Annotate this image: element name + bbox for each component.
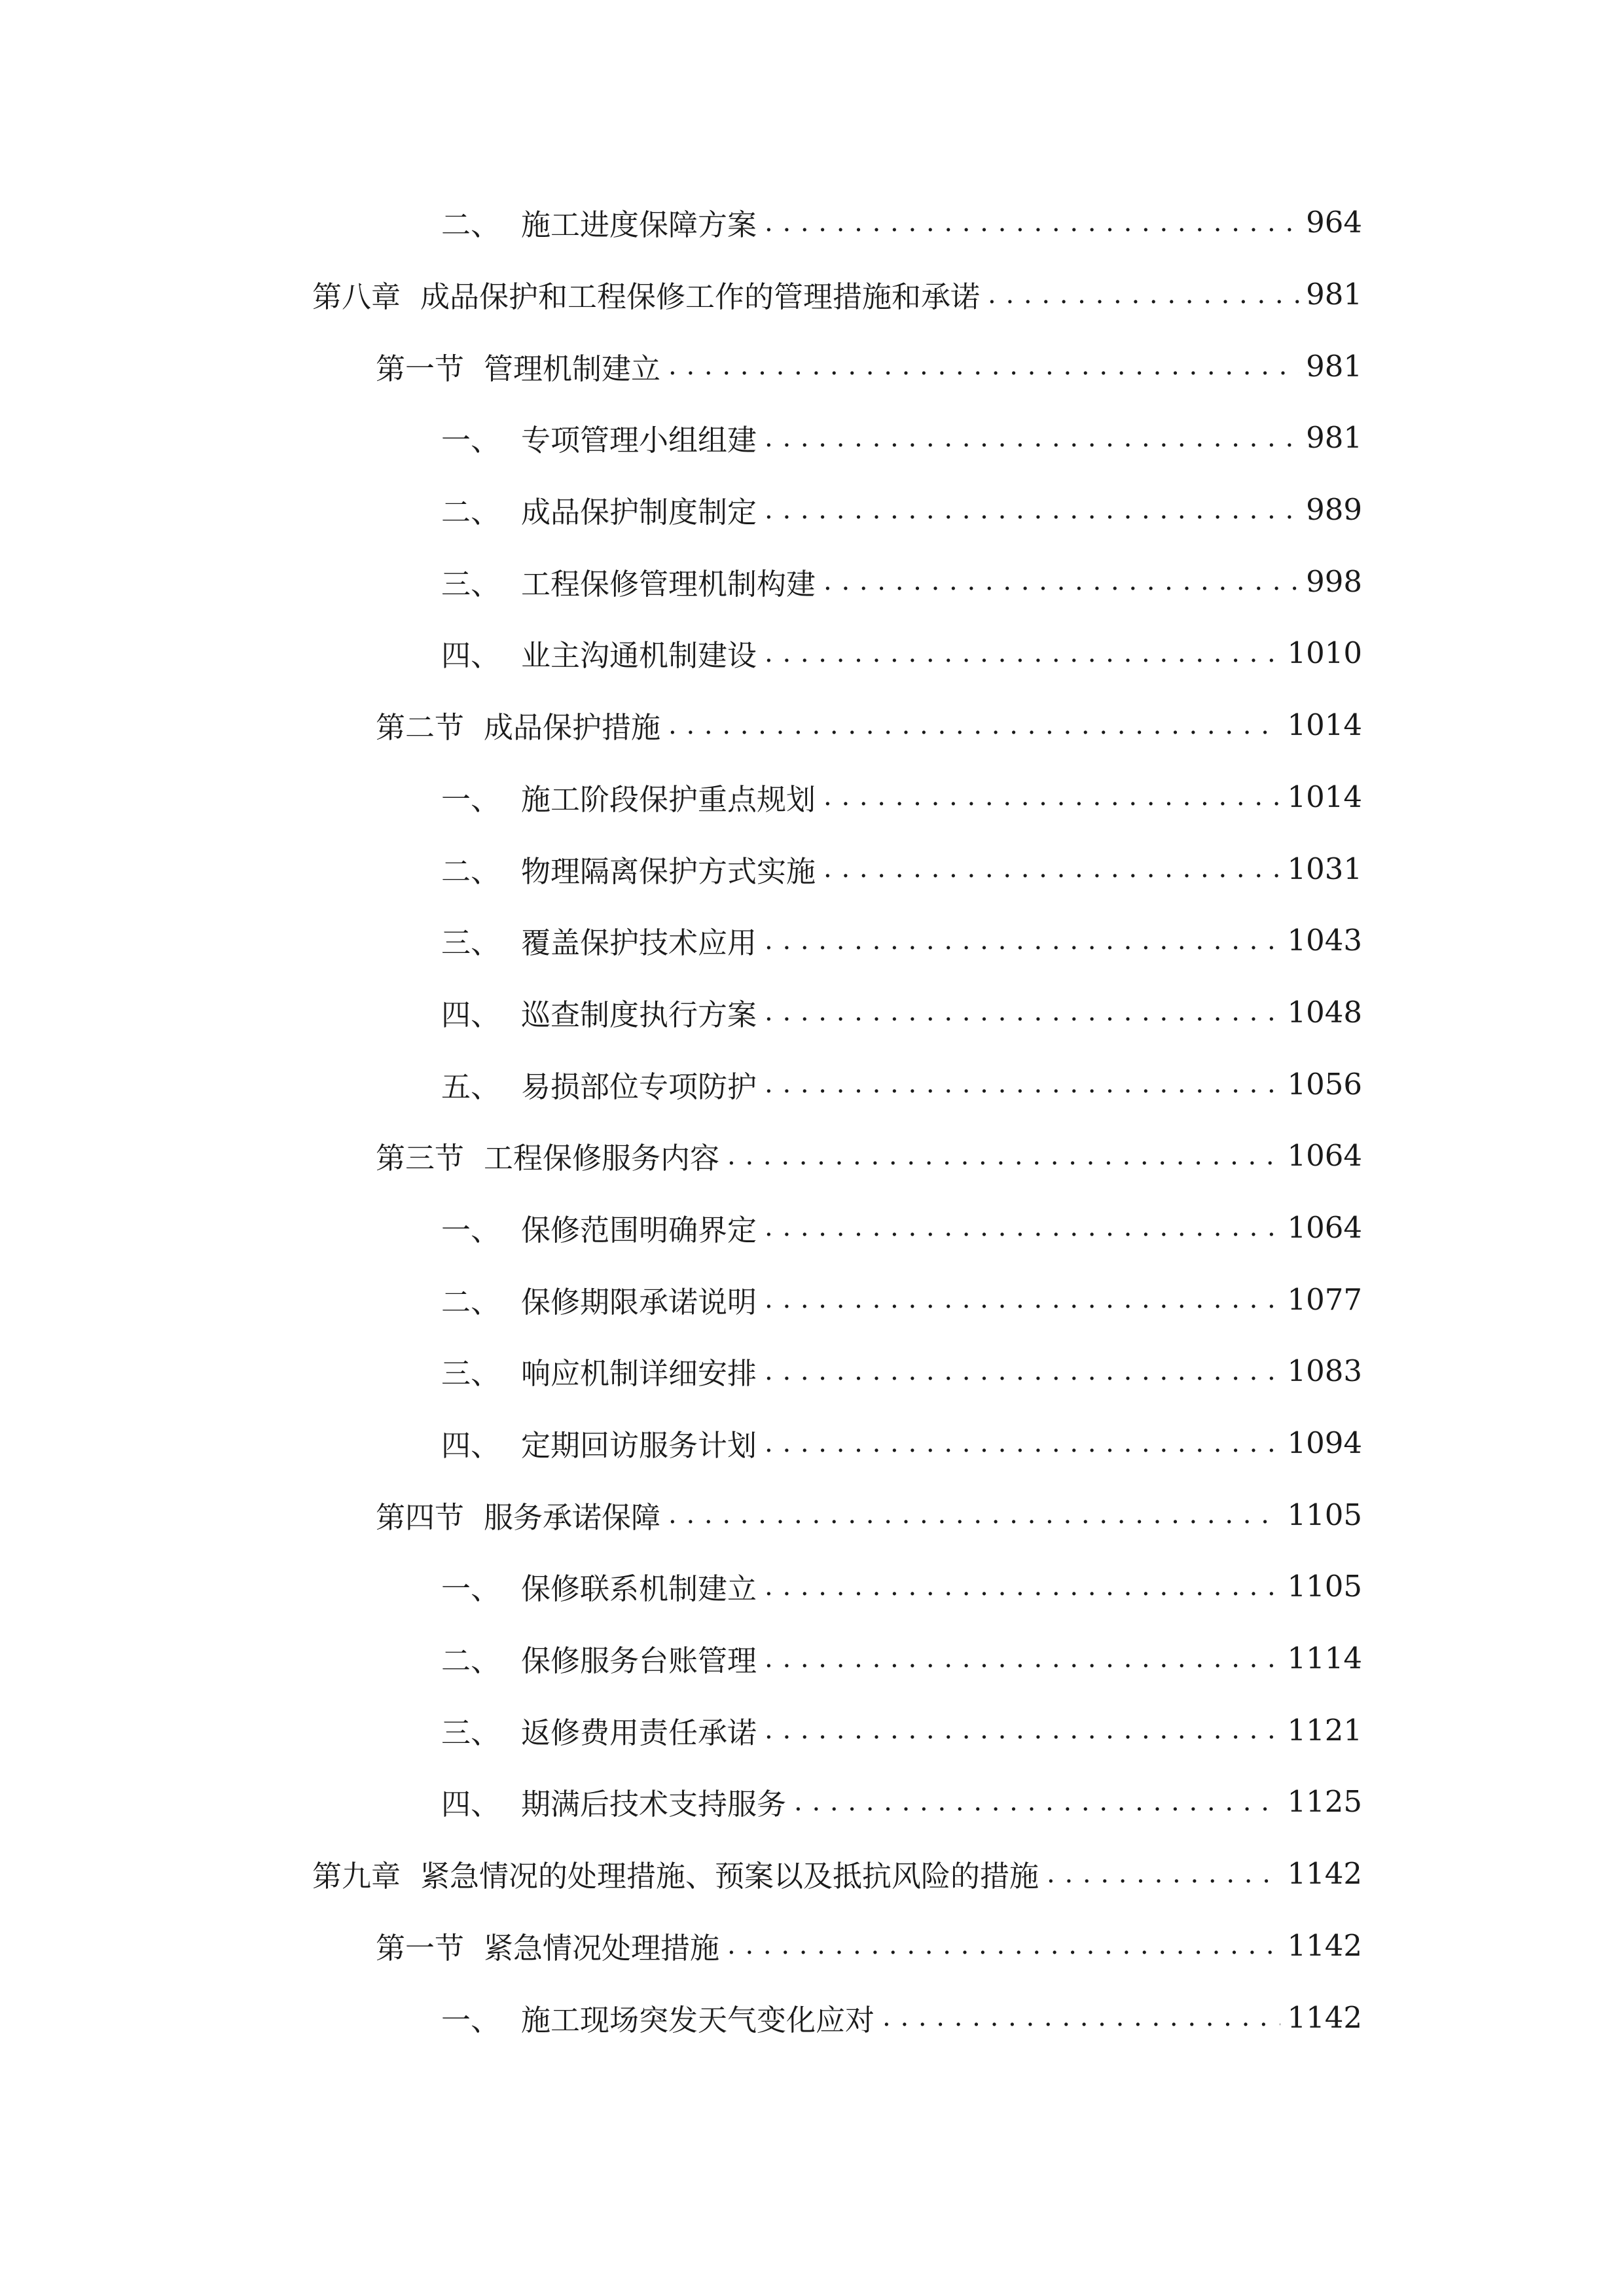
toc-entry-page: 998 bbox=[1306, 564, 1362, 599]
toc-entry[interactable] bbox=[0, 1335, 1624, 1407]
toc-entry-number: 五、 bbox=[441, 1069, 501, 1104]
toc-entry-page: 1010 bbox=[1287, 636, 1362, 671]
toc-entry-number: 一、 bbox=[441, 781, 501, 817]
dot-leader bbox=[727, 1930, 1280, 1960]
dot-leader bbox=[1047, 1859, 1280, 1889]
toc-entry[interactable] bbox=[0, 833, 1624, 905]
dot-leader bbox=[765, 1428, 1280, 1458]
toc-entry-page: 981 bbox=[1306, 348, 1362, 384]
toc-entry[interactable] bbox=[0, 1479, 1624, 1551]
dot-leader bbox=[765, 1356, 1280, 1386]
toc-entry-page: 1142 bbox=[1287, 1928, 1362, 1963]
toc-entry-page: 1083 bbox=[1287, 1354, 1362, 1389]
toc-entry-number: 第八章 bbox=[312, 279, 401, 315]
dot-leader bbox=[823, 566, 1299, 596]
toc-entry[interactable] bbox=[0, 1048, 1624, 1120]
toc-entry-number: 第三节 bbox=[376, 1141, 465, 1176]
toc-entry-page: 1056 bbox=[1287, 1066, 1362, 1102]
toc-entry-page: 1105 bbox=[1287, 1497, 1362, 1532]
toc-entry-number: 二、 bbox=[441, 1643, 501, 1679]
toc-entry[interactable] bbox=[0, 187, 1624, 259]
toc-entry-page: 1014 bbox=[1287, 708, 1362, 743]
dot-leader bbox=[765, 1643, 1280, 1674]
dot-leader bbox=[823, 853, 1280, 884]
toc-entry-number: 四、 bbox=[441, 1428, 501, 1463]
toc-entry[interactable] bbox=[0, 1192, 1624, 1264]
toc-entry[interactable] bbox=[0, 330, 1624, 402]
dot-leader bbox=[765, 997, 1280, 1027]
toc-entry-title: 巡查制度执行方案 bbox=[521, 997, 757, 1032]
toc-entry-number: 第二节 bbox=[376, 710, 465, 745]
toc-entry[interactable] bbox=[0, 474, 1624, 546]
toc-entry-page: 1043 bbox=[1287, 923, 1362, 958]
toc-entry-title: 保修服务台账管理 bbox=[521, 1643, 757, 1679]
toc-entry-number: 三、 bbox=[441, 1715, 501, 1750]
toc-entry-number: 四、 bbox=[441, 997, 501, 1032]
dot-leader bbox=[765, 1284, 1280, 1314]
toc-entry-page: 1142 bbox=[1287, 1856, 1362, 1892]
toc-entry[interactable] bbox=[0, 1766, 1624, 1838]
toc-entry[interactable] bbox=[0, 259, 1624, 331]
toc-entry-title: 保修期限承诺说明 bbox=[521, 1284, 757, 1319]
toc-entry-number: 四、 bbox=[441, 1787, 501, 1822]
toc-entry-number: 三、 bbox=[441, 925, 501, 961]
toc-entry[interactable] bbox=[0, 402, 1624, 474]
toc-entry-title: 工程保修服务内容 bbox=[484, 1141, 720, 1176]
toc-entry-number: 第四节 bbox=[376, 1499, 465, 1535]
dot-leader bbox=[668, 710, 1280, 740]
toc-entry-title: 保修范围明确界定 bbox=[521, 1212, 757, 1247]
toc-entry-title: 成品保护和工程保修工作的管理措施和承诺 bbox=[420, 279, 981, 315]
dot-leader bbox=[727, 1141, 1280, 1171]
toc-entry-number: 一、 bbox=[441, 2002, 501, 2037]
toc-entry-page: 1142 bbox=[1287, 2000, 1362, 2035]
toc-entry-number: 一、 bbox=[441, 423, 501, 458]
toc-entry-title: 管理机制建立 bbox=[484, 351, 661, 386]
toc-entry-number: 一、 bbox=[441, 1212, 501, 1247]
toc-entry-page: 1064 bbox=[1287, 1210, 1362, 1245]
toc-entry-title: 施工阶段保护重点规划 bbox=[521, 781, 816, 817]
toc-entry-title: 易损部位专项防护 bbox=[521, 1069, 757, 1104]
dot-leader bbox=[765, 1715, 1280, 1745]
toc-entry[interactable] bbox=[0, 1120, 1624, 1192]
toc-entry[interactable] bbox=[0, 689, 1624, 761]
dot-leader bbox=[988, 279, 1299, 310]
toc-entry-page: 1105 bbox=[1287, 1569, 1362, 1604]
dot-leader bbox=[765, 207, 1299, 238]
toc-entry[interactable] bbox=[0, 905, 1624, 977]
toc-entry-title: 施工进度保障方案 bbox=[521, 207, 757, 243]
toc-entry[interactable] bbox=[0, 977, 1624, 1049]
dot-leader bbox=[765, 1069, 1280, 1099]
toc-entry-number: 第一节 bbox=[376, 1930, 465, 1965]
toc-entry-title: 定期回访服务计划 bbox=[521, 1428, 757, 1463]
toc-entry-page: 981 bbox=[1306, 420, 1362, 456]
toc-entry-number: 二、 bbox=[441, 495, 501, 530]
toc-entry[interactable] bbox=[0, 1694, 1624, 1766]
toc-entry-page: 1064 bbox=[1287, 1138, 1362, 1174]
toc-entry-title: 工程保修管理机制构建 bbox=[521, 566, 816, 601]
toc-entry-number: 四、 bbox=[441, 638, 501, 673]
toc-entry[interactable] bbox=[0, 761, 1624, 833]
toc-entry-page: 1114 bbox=[1287, 1641, 1362, 1676]
toc-entry-page: 964 bbox=[1306, 205, 1362, 240]
toc-entry[interactable] bbox=[0, 545, 1624, 617]
toc-entry-page: 1014 bbox=[1287, 779, 1362, 814]
toc-entry-page: 981 bbox=[1306, 277, 1362, 312]
toc-entry-number: 二、 bbox=[441, 1284, 501, 1319]
toc-entry[interactable] bbox=[0, 1551, 1624, 1623]
toc-entry-number: 第一节 bbox=[376, 351, 465, 386]
toc-entry[interactable] bbox=[0, 1838, 1624, 1910]
toc-entry-number: 二、 bbox=[441, 853, 501, 889]
toc-entry-title: 期满后技术支持服务 bbox=[521, 1787, 787, 1822]
toc-entry-number: 三、 bbox=[441, 566, 501, 601]
dot-leader bbox=[668, 351, 1299, 381]
toc-entry[interactable] bbox=[0, 1263, 1624, 1335]
toc-entry-number: 一、 bbox=[441, 1571, 501, 1607]
dot-leader bbox=[765, 423, 1299, 453]
toc-entry-page: 1077 bbox=[1287, 1282, 1362, 1317]
toc-entry[interactable] bbox=[0, 1407, 1624, 1479]
dot-leader bbox=[882, 2002, 1280, 2032]
toc-entry-title: 专项管理小组组建 bbox=[521, 423, 757, 458]
dot-leader bbox=[765, 1212, 1280, 1242]
toc-entry-title: 返修费用责任承诺 bbox=[521, 1715, 757, 1750]
toc-entry[interactable] bbox=[0, 617, 1624, 689]
toc-entry[interactable] bbox=[0, 1910, 1624, 1982]
toc-entry-page: 1121 bbox=[1287, 1712, 1362, 1748]
toc-entry-title: 紧急情况的处理措施、预案以及抵抗风险的措施 bbox=[420, 1859, 1039, 1894]
dot-leader bbox=[765, 1571, 1280, 1602]
table-of-contents bbox=[0, 187, 1624, 2053]
toc-entry-title: 服务承诺保障 bbox=[484, 1499, 661, 1535]
toc-entry-page: 989 bbox=[1306, 492, 1362, 528]
dot-leader bbox=[794, 1787, 1280, 1817]
toc-entry-title: 紧急情况处理措施 bbox=[484, 1930, 720, 1965]
toc-entry-number: 二、 bbox=[441, 207, 501, 243]
toc-entry-title: 保修联系机制建立 bbox=[521, 1571, 757, 1607]
dot-leader bbox=[765, 495, 1299, 525]
toc-entry-title: 覆盖保护技术应用 bbox=[521, 925, 757, 961]
toc-entry-page: 1048 bbox=[1287, 994, 1362, 1030]
toc-entry-title: 施工现场突发天气变化应对 bbox=[521, 2002, 875, 2037]
toc-entry-title: 业主沟通机制建设 bbox=[521, 638, 757, 673]
toc-entry-page: 1125 bbox=[1287, 1784, 1362, 1820]
toc-entry-title: 成品保护措施 bbox=[484, 710, 661, 745]
dot-leader bbox=[668, 1499, 1280, 1530]
toc-entry-title: 响应机制详细安排 bbox=[521, 1356, 757, 1391]
toc-entry-number: 第九章 bbox=[312, 1859, 401, 1894]
toc-entry-title: 成品保护制度制定 bbox=[521, 495, 757, 530]
toc-entry-page: 1094 bbox=[1287, 1426, 1362, 1461]
toc-entry-number: 三、 bbox=[441, 1356, 501, 1391]
toc-entry-title: 物理隔离保护方式实施 bbox=[521, 853, 816, 889]
dot-leader bbox=[765, 638, 1280, 668]
dot-leader bbox=[823, 781, 1280, 812]
toc-entry[interactable] bbox=[0, 1623, 1624, 1695]
dot-leader bbox=[765, 925, 1280, 956]
toc-entry[interactable] bbox=[0, 1981, 1624, 2053]
toc-entry-page: 1031 bbox=[1287, 851, 1362, 886]
